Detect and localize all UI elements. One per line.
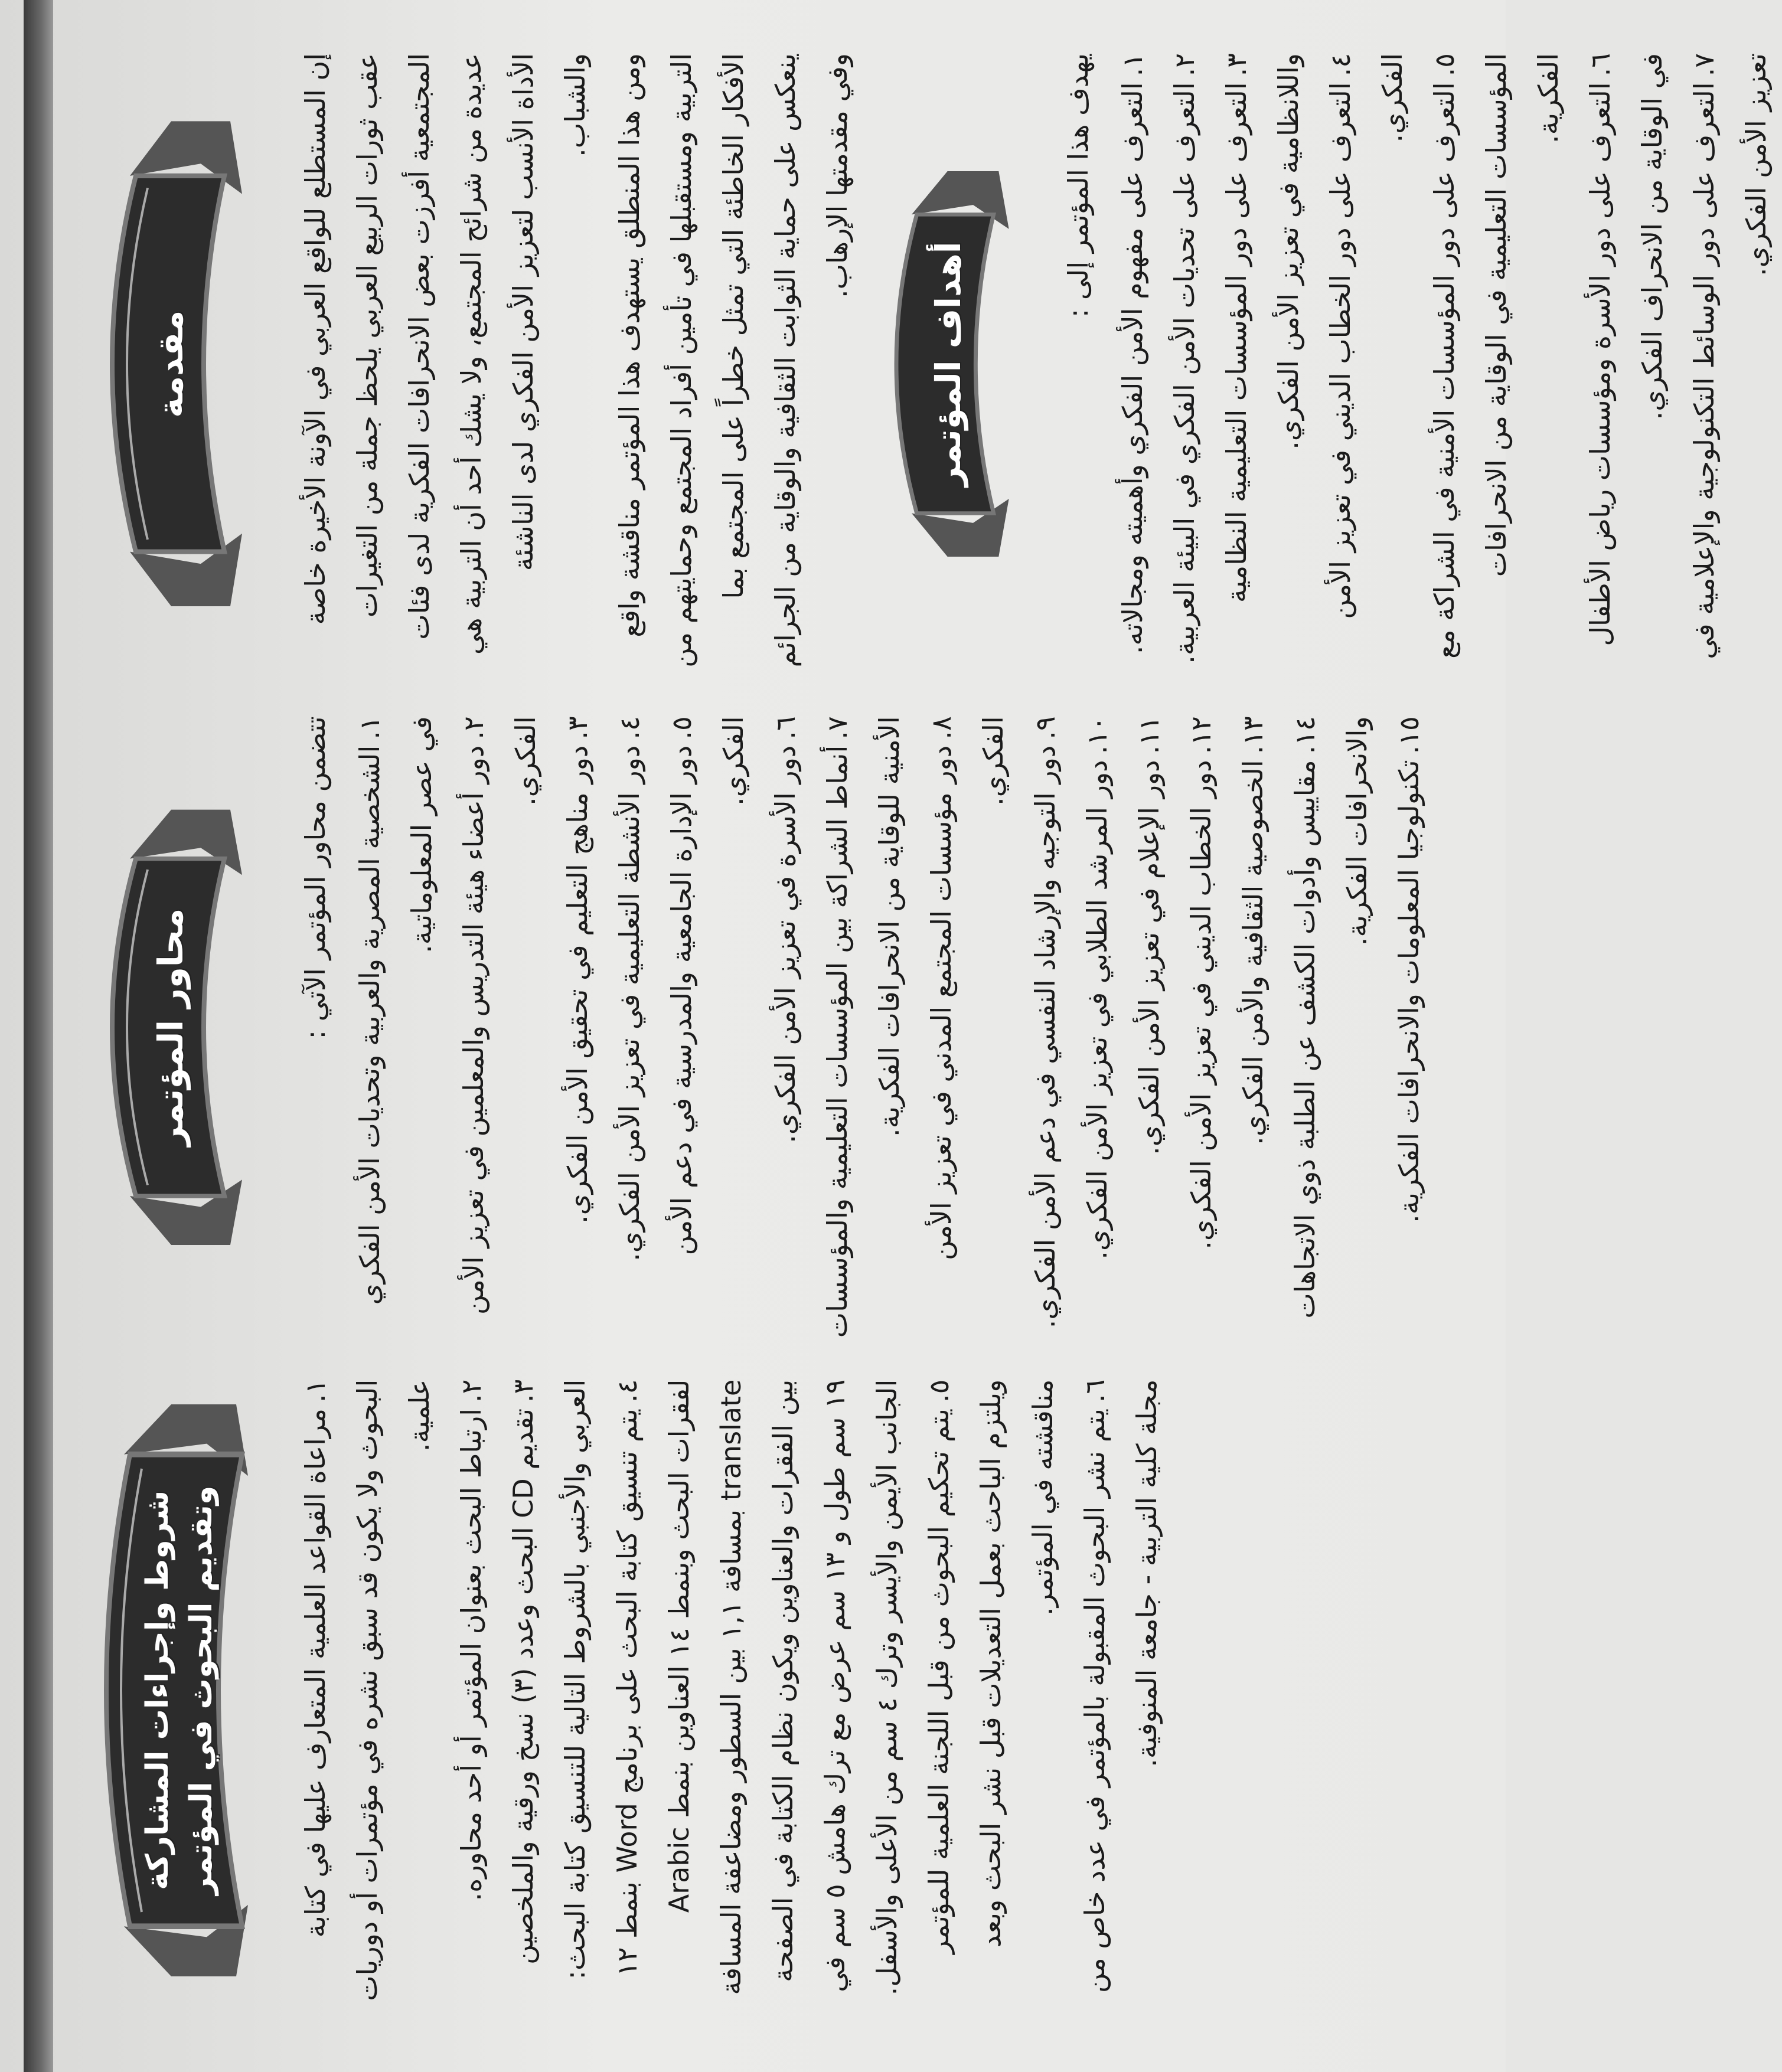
intro-paragraph-2: ومن هذا المنطلق يستهدف هذا المؤتمر مناقشة واقع التربية ومستقبلها في تأمين أفراد المجتمع وحمايتهم من الأفكار الخاطئة التي تمثل خطراً على المجتمع بما ينعكس على حماية الثوابت الثقافية والوقاية من الجرائم وفي مقدمتها الإرهاب. — [613, 53, 853, 668]
condition-item: ٤.يتم تنسيق كتابة البحث على برنامج Word بنمط ١٢ لفقرات البحث وبنمط ١٤ العناوين بنمط Arabic translate بمسافة ١,١ بين السطور ومضاعفة المسافة بين الفقرات والعناوين ويكون نظام الكتابة في الصفحة ١٩ سم طول و ١٣ سم عرض مع ترك هامش ٥ سم في الجانب الأيمن والأيسر وترك ٤ سم من الأعلى والأسفل. — [611, 1379, 903, 1996]
conditions-title-line-1: شروط وإجراءات المشاركة — [140, 1490, 175, 1890]
axes-intro: تتضمن محاور المؤتمر الآتي : — [299, 716, 331, 1040]
axis-item: ٧.أنماط الشراكة بين المؤسسات التعليمية والمؤسسات الأمنية للوقاية من الانحرافات الفكرية. — [821, 716, 905, 1338]
goals-banner — [881, 171, 1034, 557]
axis-item: ٤.دور الأنشطة التعليمية في تعزيز الأمن الفكري. — [613, 716, 645, 1261]
axis-item: ٩.دور التوجيه والإرشاد النفسي في دعم الأمن الفكري. — [1029, 716, 1061, 1329]
intro-panel — [83, 53, 1772, 675]
axis-item: ٣.دور مناهج التعليم في تحقيق الأمن الفكري. — [562, 716, 593, 1224]
axes-title: محاور المؤتمر — [151, 908, 191, 1146]
conditions-title — [136, 1404, 223, 1976]
axes-banner — [94, 809, 272, 1244]
goal-item: ٥.التعرف على دور المؤسسات الأمنية في الشراكة مع المؤسسات التعليمية في الوقاية من الانحرافات الفكرية. — [1428, 53, 1564, 659]
goal-item: ٤.التعرف على دور الخطاب الديني في تعزيز الأمن الفكري. — [1324, 53, 1408, 619]
conditions-title-line-2: وتقديم البحوث في المؤتمر — [184, 1485, 219, 1895]
axis-item: ١٢.دور الخطاب الديني في تعزيز الأمن الفكري. — [1185, 716, 1217, 1250]
axis-item: ١٥.تكنولوجيا المعلومات والانحرافات الفكرية. — [1393, 716, 1425, 1223]
condition-item: ٥.يتم تحكيم البحوث من قبل اللجنة العلمية للمؤتمر ويلتزم الباحث بعمل التعديلات قبل نشر البحث وبعد مناقشته في المؤتمر. — [923, 1379, 1059, 1954]
brochure-content — [83, 53, 1772, 2001]
axis-item: ٦.دور الأسرة في تعزيز الأمن الفكري. — [769, 716, 801, 1143]
condition-item: ١.مراعاة القواعد العلمية المتعارف عليها في كتابة البحوث ولا يكون قد سبق نشره في مؤتمرات أو دوريات علمية. — [299, 1379, 435, 2001]
intro-title: مقدمة — [151, 310, 191, 418]
axis-item: ١٤.مقاييس وأدوات الكشف عن الطلبة ذوي الاتجاهات والانحرافات الفكرية. — [1289, 716, 1373, 1319]
axis-item: ١٠.دور المرشد الطلابي في تعزيز الأمن الفكري. — [1081, 716, 1113, 1260]
condition-item: ٦.يتم نشر البحوث المقبولة بالمؤتمر في عدد خاص من مجلة كلية التربية - جامعة المنوفية. — [1079, 1379, 1163, 1993]
goal-item: ٦.التعرف على دور الأسرة ومؤسسات رياض الأطفال في الوقاية من الانحراف الفكري. — [1584, 53, 1668, 646]
goals-intro: يهدف هذا المؤتمر إلى : — [1062, 53, 1094, 318]
intro-paragraph-1: إن المستطلع للواقع العربي في الآونة الأخيرة خاصة عقب ثورات الربيع العربي يلحظ جملة من التغيرات المجتمعية أفرزت بعض الانحرافات الفكرية لدى فئات عديدة من شرائح المجتمع، ولا يشك أحد أن التربية هي الأداة الأنسب لتعزيز الأمن الفكري لدى الناشئة والشباب. — [299, 53, 591, 655]
goal-item: ٢.التعرف على تحديات الأمن الفكري في البيئة العربية. — [1169, 53, 1200, 664]
condition-item: ٣.تقديم CD البحث وعدد (٣) نسخ ورقية والملخصين العربي والأجنبي بالشروط التالية للتنسيق كتابة البحث: — [507, 1379, 591, 1980]
axes-panel — [83, 716, 1464, 1338]
goals-list — [1107, 53, 1782, 675]
condition-item: ٢.ارتباط البحث بعنوان المؤتمر أو أحد محاوره. — [455, 1379, 487, 1901]
goal-item: ٧.التعرف على دور الوسائط التكنولوجية والإعلامية في تعزيز الأمن الفكري. — [1688, 53, 1772, 659]
goal-item: ١.التعرف على مفهوم الأمن الفكري وأهميته ومجالاته. — [1117, 53, 1148, 655]
goal-item: ٣.التعرف على دور المؤسسات التعليمية النظامية واللانظامية في تعزيز الأمن الفكري. — [1220, 53, 1304, 603]
axis-item: ١٣.الخصوصية الثقافية والأمن الفكري. — [1237, 716, 1269, 1145]
conditions-list — [289, 1380, 1173, 2001]
axis-item: ٢.دور أعضاء هيئة التدريس والمعلمين في تعزيز الأمن الفكري. — [458, 716, 541, 1315]
goals-title: أهداف المؤتمر — [928, 241, 968, 487]
intro-banner — [94, 122, 272, 607]
axis-item: ١.الشخصية المصرية والعربية وتحديات الأمن الفكري في عصر المعلوماتية. — [354, 716, 438, 1305]
conditions-panel — [83, 1380, 1464, 2001]
axis-item: ١١.دور الإعلام في تعزيز الأمن الفكري. — [1133, 716, 1165, 1155]
axis-item: ٥.دور الإدارة الجامعية والمدرسية في دعم الأمن الفكري. — [665, 716, 749, 1256]
axes-list — [344, 716, 1435, 1338]
conditions-banner — [94, 1404, 272, 1976]
binding-edge — [24, 0, 53, 2072]
axis-item: ٨.دور مؤسسات المجتمع المدني في تعزيز الأمن الفكري. — [925, 716, 1009, 1260]
